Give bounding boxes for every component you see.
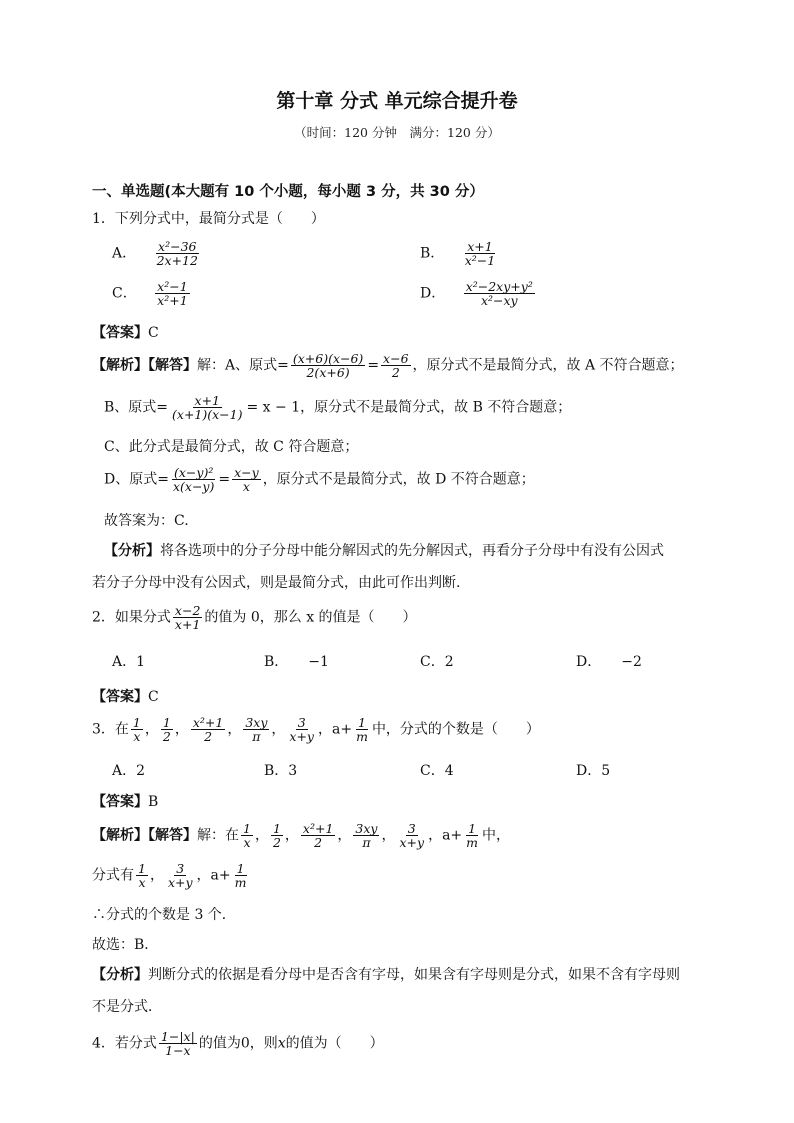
answer-tag: 【答案】 xyxy=(92,794,148,810)
text: ， xyxy=(149,867,164,884)
text: ， xyxy=(318,721,332,738)
numerator: 1 xyxy=(236,861,245,876)
text: 的值为0，则 xyxy=(198,1035,278,1052)
numerator: 1 xyxy=(138,861,146,876)
fraction xyxy=(464,822,480,849)
numerator: 1 xyxy=(468,821,477,836)
q3-analysis-line2 xyxy=(92,862,250,889)
fraction xyxy=(173,604,202,631)
numerator: 3 xyxy=(297,715,306,730)
answer-value: C xyxy=(148,689,159,705)
denominator: (x+1)(x−1) xyxy=(172,407,243,423)
numerator: x−6 xyxy=(383,351,409,366)
text: = xyxy=(367,357,380,374)
fraction xyxy=(159,1030,197,1057)
numerator: 1 xyxy=(358,715,366,730)
denominator: x+1 xyxy=(174,617,201,633)
q1-option-a xyxy=(112,240,202,267)
option-label: B． xyxy=(420,245,445,262)
denominator: x+y xyxy=(167,875,193,891)
denominator: π xyxy=(252,729,261,745)
fraction xyxy=(191,716,226,743)
fraction xyxy=(170,394,244,421)
denominator: x²+1 xyxy=(157,293,188,309)
fraction xyxy=(233,862,249,889)
numerator: 3xy xyxy=(245,715,268,730)
fraction xyxy=(131,716,143,743)
q1-stem: 1．下列分式中，最简分式是（ ） xyxy=(92,211,325,227)
fraction xyxy=(353,822,379,849)
q3-analysis-line1 xyxy=(92,822,510,849)
option-label: C． xyxy=(420,763,445,779)
denominator: x xyxy=(133,729,141,745)
q3-stem xyxy=(92,716,540,743)
denominator: 2(x+6) xyxy=(306,365,350,381)
text: a+ xyxy=(332,721,353,738)
numerator: 3xy xyxy=(355,821,378,836)
exam-time-info: （时间：120 分钟 满分：120 分） xyxy=(294,125,500,140)
option-label: D． xyxy=(576,763,602,779)
answer-value: C xyxy=(148,325,159,341)
numerator: (x−y)² xyxy=(173,465,214,480)
q3-choose-line: 故选：B． xyxy=(92,937,159,953)
fraction xyxy=(354,716,370,743)
denominator: x²−1 xyxy=(464,253,496,269)
fraction xyxy=(397,822,426,849)
fraction xyxy=(291,352,365,379)
q1-fenxi-line2: 若分子分母中没有公因式，则是最简分式，由此可作出判断. xyxy=(92,575,461,591)
q2-option-b xyxy=(264,651,329,671)
numerator: x+1 xyxy=(467,239,493,254)
page-title: 第十章 分式 单元综合提升卷 xyxy=(276,90,518,112)
fraction xyxy=(271,822,283,849)
fraction xyxy=(381,352,410,379)
text: 判断分式的依据是看分母中是否含有字母，如果含有字母则是分式，如果不含有字母则 xyxy=(148,967,680,983)
text: 的值为 0，那么 x 的值是（ ） xyxy=(204,609,417,626)
denominator: m xyxy=(466,835,479,851)
denominator: 2 xyxy=(391,365,400,381)
text: 中， xyxy=(482,827,511,844)
fraction xyxy=(464,280,535,307)
text: ， xyxy=(174,721,189,738)
option-value: 2 xyxy=(444,654,454,670)
q1-answer xyxy=(92,322,159,342)
q1-analysis-line-b xyxy=(104,394,571,421)
text: 3．在 xyxy=(92,721,129,738)
q1-conclusion: 故答案为：C. xyxy=(104,513,189,529)
text: ， xyxy=(381,827,396,844)
denominator: x xyxy=(242,479,250,495)
option-value: −2 xyxy=(621,654,642,670)
numerator: 1 xyxy=(162,715,171,730)
numerator: x+1 xyxy=(194,393,220,408)
numerator: x²−2xy+y² xyxy=(465,279,533,294)
q3-option-a xyxy=(112,760,145,780)
text: 将各选项中的分子分母中能分解因式的先分解因式，再看分子分母中有没有公因式 xyxy=(160,543,664,559)
option-label: B． xyxy=(264,654,289,670)
denominator: 2 xyxy=(204,729,213,745)
denominator: x+y xyxy=(289,729,314,745)
text: 解：A、原式= xyxy=(197,357,289,374)
numerator: 1 xyxy=(243,821,251,836)
numerator: x²−1 xyxy=(157,279,188,294)
fraction xyxy=(155,280,190,307)
text: a+ xyxy=(442,827,463,844)
fenxi-tag: 【分析】 xyxy=(104,543,160,559)
text: = xyxy=(218,471,231,488)
denominator: x xyxy=(138,875,146,891)
q3-option-c xyxy=(420,760,454,780)
numerator: 1 xyxy=(272,821,281,836)
text: B、原式= xyxy=(104,399,169,416)
fraction xyxy=(243,716,269,743)
numerator: 1 xyxy=(132,715,141,730)
numerator: x²+1 xyxy=(302,821,334,836)
q1-analysis-line-a xyxy=(92,352,684,379)
q2-option-d xyxy=(576,651,642,671)
denominator: 2 xyxy=(162,729,171,745)
q2-answer xyxy=(92,686,159,706)
text: D、原式= xyxy=(104,471,169,488)
denominator: x+y xyxy=(399,835,425,851)
fraction xyxy=(171,466,216,493)
text: ， xyxy=(271,721,286,738)
option-label: C． xyxy=(112,285,137,302)
fraction xyxy=(136,862,148,889)
option-value: 4 xyxy=(444,763,454,779)
variable: x xyxy=(277,1035,286,1052)
numerator: 3 xyxy=(407,821,416,836)
q3-option-b xyxy=(264,760,297,780)
option-value: 1 xyxy=(136,654,146,670)
fraction xyxy=(287,716,316,743)
q3-option-d xyxy=(576,760,610,780)
q3-fenxi-line1 xyxy=(92,964,680,984)
denominator: 2x+12 xyxy=(156,253,198,269)
fraction xyxy=(241,822,253,849)
numerator: (x+6)(x−6) xyxy=(292,351,364,366)
option-value: −1 xyxy=(308,654,329,670)
q1-fenxi-line1 xyxy=(104,540,664,560)
q3-count-line: ∴分式的个数是 3 个． xyxy=(92,907,236,923)
text: 解：在 xyxy=(197,827,239,844)
denominator: 1−x xyxy=(165,1043,191,1059)
option-label: B． xyxy=(264,763,289,779)
q1-option-b xyxy=(420,240,499,267)
text: ， xyxy=(284,827,299,844)
option-label: A． xyxy=(112,245,137,262)
text: 分式有 xyxy=(92,867,134,884)
q2-option-c xyxy=(420,651,454,671)
text: ，原分式不是最简分式，故 D 不符合题意； xyxy=(262,471,535,488)
text: ， xyxy=(337,827,352,844)
text: ， xyxy=(196,867,211,884)
fraction xyxy=(155,240,200,267)
text: 4．若分式 xyxy=(92,1035,157,1052)
text: 中，分式的个数是（ ） xyxy=(371,721,540,738)
option-label: D． xyxy=(576,654,602,670)
option-value: 2 xyxy=(136,763,146,779)
answer-tag: 【答案】 xyxy=(92,325,148,341)
denominator: x xyxy=(243,835,251,851)
answer-value: B xyxy=(148,794,159,810)
text: = x − 1，原分式不是最简分式，故 B 不符合题意； xyxy=(246,399,572,416)
option-label: C． xyxy=(420,654,445,670)
numerator: 1−|x| xyxy=(160,1029,195,1044)
denominator: 2 xyxy=(272,835,281,851)
text: ， xyxy=(254,827,269,844)
section-heading: 一、单选题(本大题有 10 个小题，每小题 3 分，共 30 分） xyxy=(92,184,484,200)
fraction xyxy=(463,240,498,267)
option-value: 3 xyxy=(288,763,298,779)
numerator: 3 xyxy=(176,861,185,876)
q1-option-d xyxy=(420,280,537,307)
q2-option-a xyxy=(112,651,145,671)
text: ， xyxy=(227,721,242,738)
answer-tag: 【答案】 xyxy=(92,689,148,705)
text: ，原分式不是最简分式，故 A 不符合题意； xyxy=(412,357,684,374)
denominator: π xyxy=(362,835,371,851)
numerator: x²−36 xyxy=(158,239,197,254)
text: 的值为（ ） xyxy=(285,1035,384,1052)
q1-option-c xyxy=(112,280,192,307)
numerator: x−2 xyxy=(174,603,201,618)
denominator: x²−xy xyxy=(480,293,518,309)
fenxi-tag: 【分析】 xyxy=(92,967,148,983)
text: a+ xyxy=(210,867,231,884)
text: ， xyxy=(144,721,159,738)
fraction xyxy=(232,466,261,493)
option-label: A． xyxy=(112,654,137,670)
denominator: x(x−y) xyxy=(172,479,215,495)
q1-analysis-line-d xyxy=(104,466,535,493)
fraction xyxy=(301,822,336,849)
denominator: 2 xyxy=(314,835,323,851)
numerator: x−y xyxy=(234,465,259,480)
fraction xyxy=(166,862,195,889)
analysis-tag: 【解析】【解答】 xyxy=(92,357,197,374)
q4-stem xyxy=(92,1030,384,1057)
q2-stem xyxy=(92,604,417,631)
option-label: A． xyxy=(112,763,137,779)
q3-fenxi-line2: 不是分式． xyxy=(92,999,162,1015)
q3-answer xyxy=(92,791,158,811)
text: 2．如果分式 xyxy=(92,609,171,626)
denominator: m xyxy=(356,729,368,745)
option-value: 5 xyxy=(601,763,611,779)
q1-analysis-line-c: C、此分式是最简分式，故 C 符合题意； xyxy=(104,439,359,455)
fraction xyxy=(161,716,173,743)
numerator: x²+1 xyxy=(192,715,224,730)
text: ， xyxy=(428,827,443,844)
denominator: m xyxy=(234,875,247,891)
analysis-tag: 【解析】【解答】 xyxy=(92,827,197,844)
option-label: D． xyxy=(420,285,446,302)
